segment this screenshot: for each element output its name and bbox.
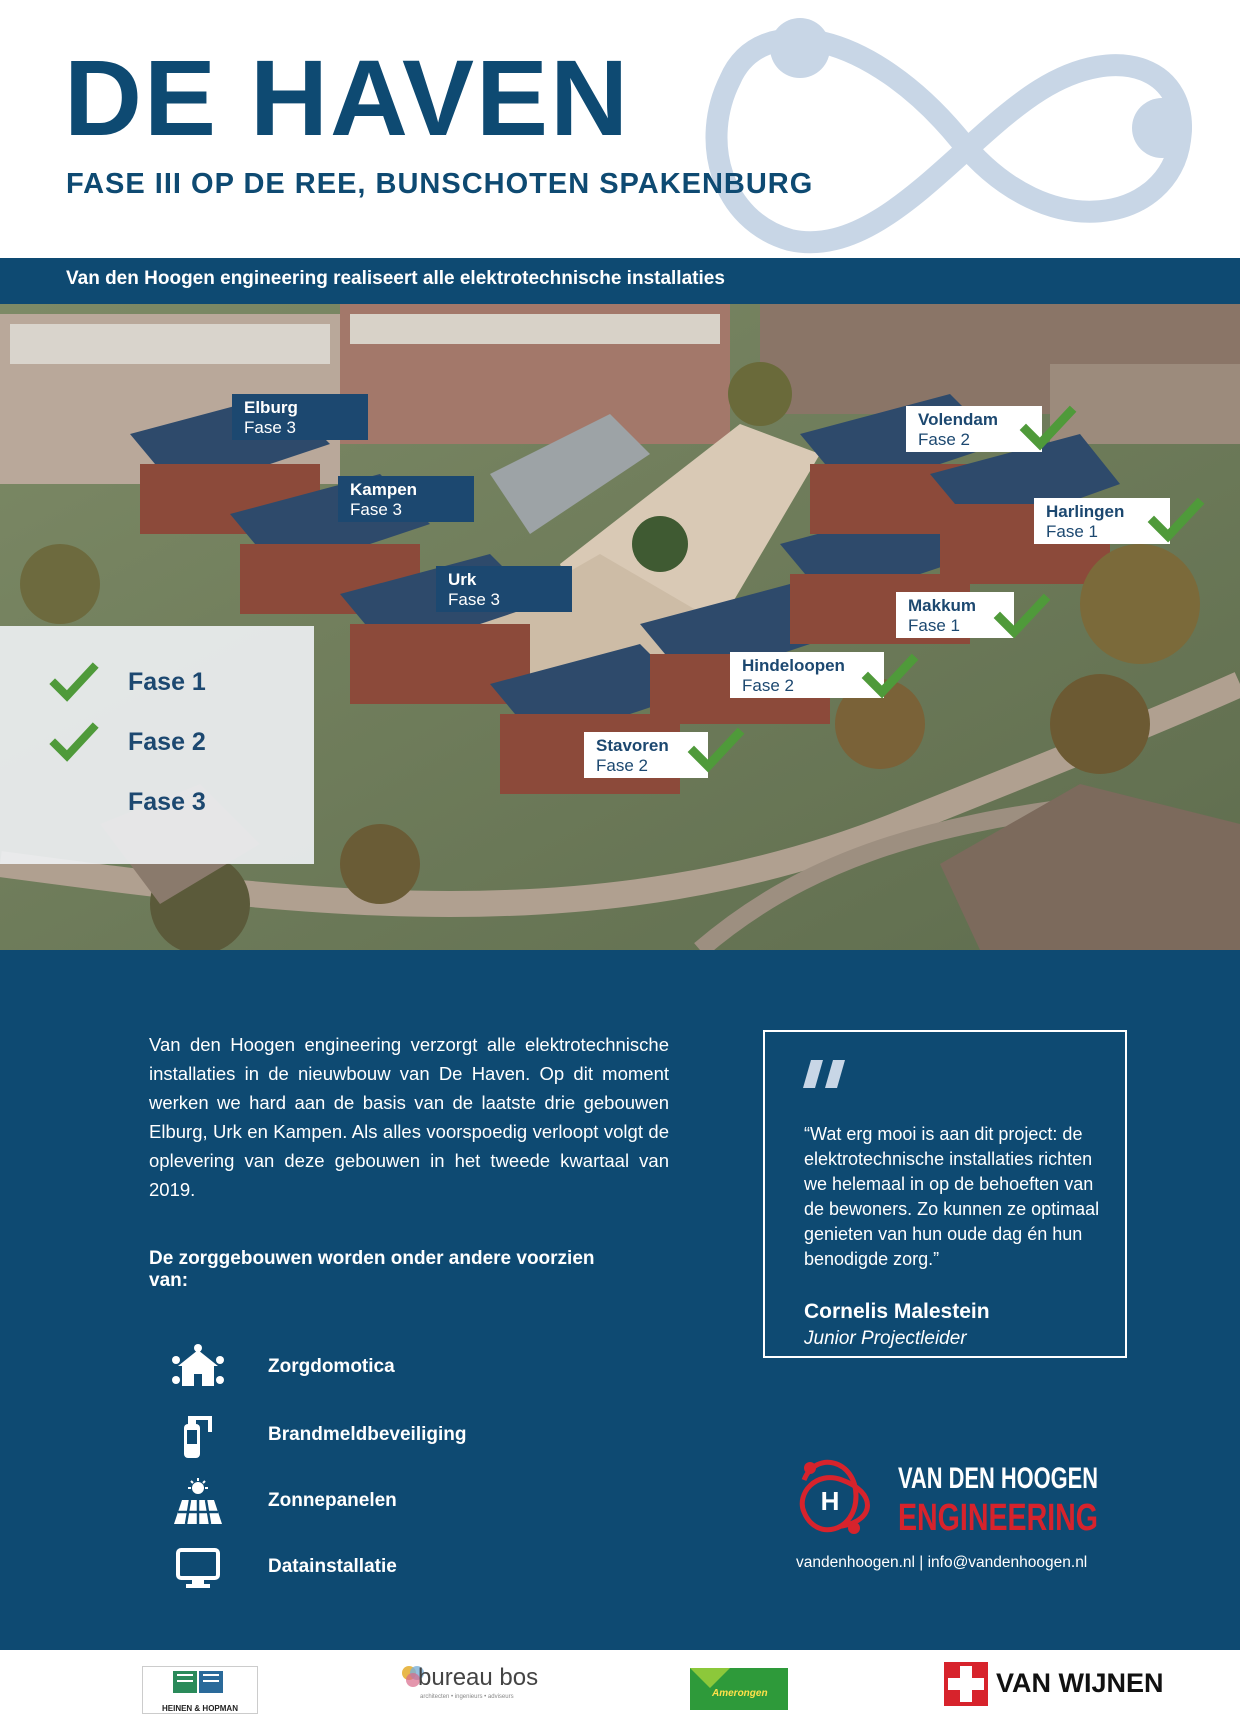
- building-label-kampen: Kampen Fase 3: [338, 476, 474, 522]
- building-label-volendam: Volendam Fase 2: [906, 406, 1042, 452]
- monitor-icon: [170, 1544, 226, 1592]
- brand-name-line2: ENGINEERING: [898, 1497, 1098, 1539]
- legend-item-fase-3: Fase 3: [128, 788, 206, 816]
- check-icon: [52, 724, 96, 760]
- van-wijnen-icon: [944, 1662, 988, 1706]
- feature-item-brandmeldbeveiliging: Brandmeldbeveiliging: [170, 1412, 590, 1460]
- feature-item-zorgdomotica: Zorgdomotica: [170, 1344, 590, 1392]
- bureau-bos-logo: bureau bos architecten • ingenieurs • adviseurs: [400, 1662, 540, 1710]
- banner: Van den Hoogen engineering realiseert alle elektrotechnische installaties: [0, 258, 1240, 304]
- check-icon: [1150, 498, 1202, 542]
- van-wijnen-logo: VAN WIJNEN: [944, 1662, 1164, 1708]
- legend-item-fase-1: Fase 1: [0, 664, 314, 704]
- building-label-harlingen: Harlingen Fase 1: [1034, 498, 1170, 544]
- building-label-stavoren: Stavoren Fase 2: [584, 732, 708, 778]
- brand-watermark-icon: [700, 20, 1220, 260]
- building-label-makkum: Makkum Fase 1: [896, 592, 1014, 638]
- van-den-hoogen-logo: [796, 1450, 1106, 1542]
- solar-panel-icon: [170, 1478, 226, 1526]
- heinen-hopman-logo: HEINEN & HOPMAN: [142, 1666, 258, 1714]
- check-icon: [52, 664, 96, 700]
- check-icon: [1022, 406, 1074, 450]
- partner-logos: [0, 1650, 1240, 1714]
- page-subtitle: FASE III OP DE REE, BUNSCHOTEN SPAKENBURG: [66, 168, 814, 200]
- quote-mark-icon: [803, 1060, 849, 1094]
- page-title: DE HAVEN: [64, 37, 631, 158]
- check-icon: [690, 728, 742, 772]
- check-icon: [996, 594, 1048, 638]
- heinen-hopman-icon: [143, 1667, 259, 1697]
- building-label-elburg: Elburg Fase 3: [232, 394, 368, 440]
- phase-legend: [0, 626, 314, 864]
- quote-author: Cornelis Malestein: [804, 1300, 990, 1323]
- amerongen-logo: Amerongen: [690, 1668, 788, 1710]
- feature-item-zonnepanelen: Zonnepanelen: [170, 1478, 590, 1526]
- check-icon: [864, 654, 916, 698]
- quote-box: [763, 1030, 1127, 1358]
- smart-home-icon: [170, 1344, 226, 1392]
- legend-item-fase-2: Fase 2: [0, 724, 314, 764]
- building-label-hindeloopen: Hindeloopen Fase 2: [730, 652, 884, 698]
- fire-extinguisher-icon: [170, 1412, 226, 1460]
- brand-name-line1: VAN DEN HOOGEN: [898, 1462, 1098, 1495]
- brand-contact: vandenhoogen.nl | info@vandenhoogen.nl: [796, 1554, 1088, 1571]
- quote-author-role: Junior Projectleider: [804, 1328, 967, 1349]
- page-header: [0, 0, 1240, 258]
- brand-monogram: H: [820, 1486, 840, 1516]
- features-heading: De zorggebouwen worden onder andere voorzien van:: [149, 1248, 595, 1291]
- aerial-map: [0, 304, 1240, 950]
- feature-item-datainstallatie: Datainstallatie: [170, 1544, 590, 1592]
- info-panel: [0, 950, 1240, 1650]
- quote-text: “Wat erg mooi is aan dit project: de elektrotechnische installaties richten we helemaal in op de behoeften van de bewoners. Zo kunnen ze optimaal genieten van hun oude dag én hun benodigde zorg.”: [804, 1124, 1100, 1269]
- building-label-urk: Urk Fase 3: [436, 566, 572, 612]
- intro-paragraph: Van den Hoogen engineering verzorgt alle elektrotechnische installaties in de nieuwbouw van De Haven. Op dit moment werken we hard aan de basis van de laatste drie gebouwen Elburg, Urk en Kampen. Als alles voorspoedig verloopt volgt de oplevering van deze gebouwen in het tweede kwartaal van 2019.: [149, 1034, 669, 1200]
